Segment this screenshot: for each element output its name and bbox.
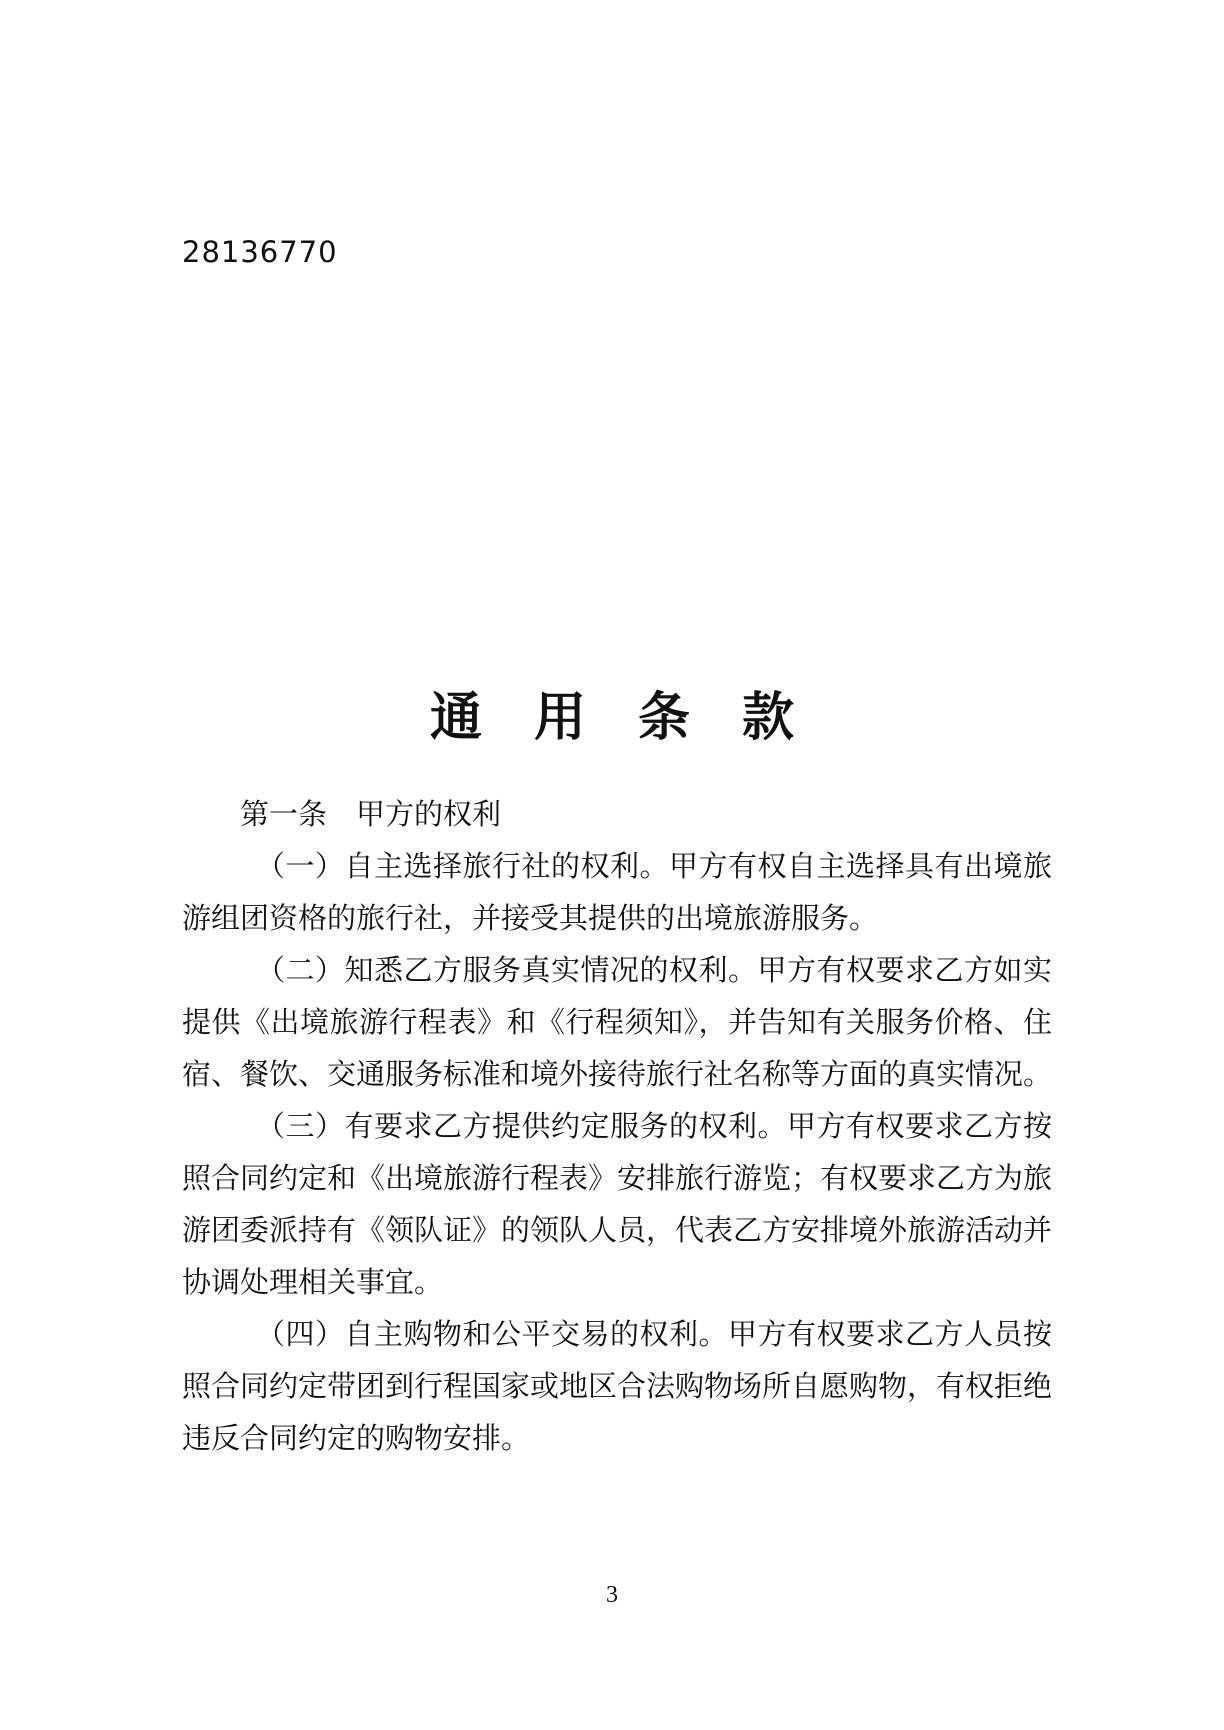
article-title: 甲方的权利 — [356, 797, 502, 831]
article-number: 第一条 — [240, 797, 328, 831]
clause-paragraph-4: （四）自主购物和公平交易的权利。甲方有权要求乙方人员按照合同约定带团到行程国家或地区合法购物场所自愿购物，有权拒绝违反合同约定的购物安排。 — [182, 1317, 1053, 1455]
page-number: 3 — [606, 1582, 618, 1608]
article-heading — [182, 788, 1052, 840]
clause-paragraph-2: （二）知悉乙方服务真实情况的权利。甲方有权要求乙方如实提供《出境旅游行程表》和《行程须知》，并告知有关服务价格、住宿、餐饮、交通服务标准和境外接待旅行社名称等方面的真实情况。 — [182, 953, 1053, 1091]
clause-body — [182, 788, 1052, 1464]
clause-paragraph-3: （三）有要求乙方提供约定服务的权利。甲方有权要求乙方按照合同约定和《出境旅游行程表》安排旅行游览；有权要求乙方为旅游团委派持有《领队证》的领队人员，代表乙方安排境外旅游活动并协调处理相关事宜。 — [182, 1109, 1053, 1299]
document-id: 28136770 — [182, 235, 338, 269]
clause-paragraph-1: （一）自主选择旅行社的权利。甲方有权自主选择具有出境旅游组团资格的旅行社，并接受其提供的出境旅游服务。 — [182, 849, 1052, 935]
page-title: 通用条款 — [429, 687, 846, 748]
